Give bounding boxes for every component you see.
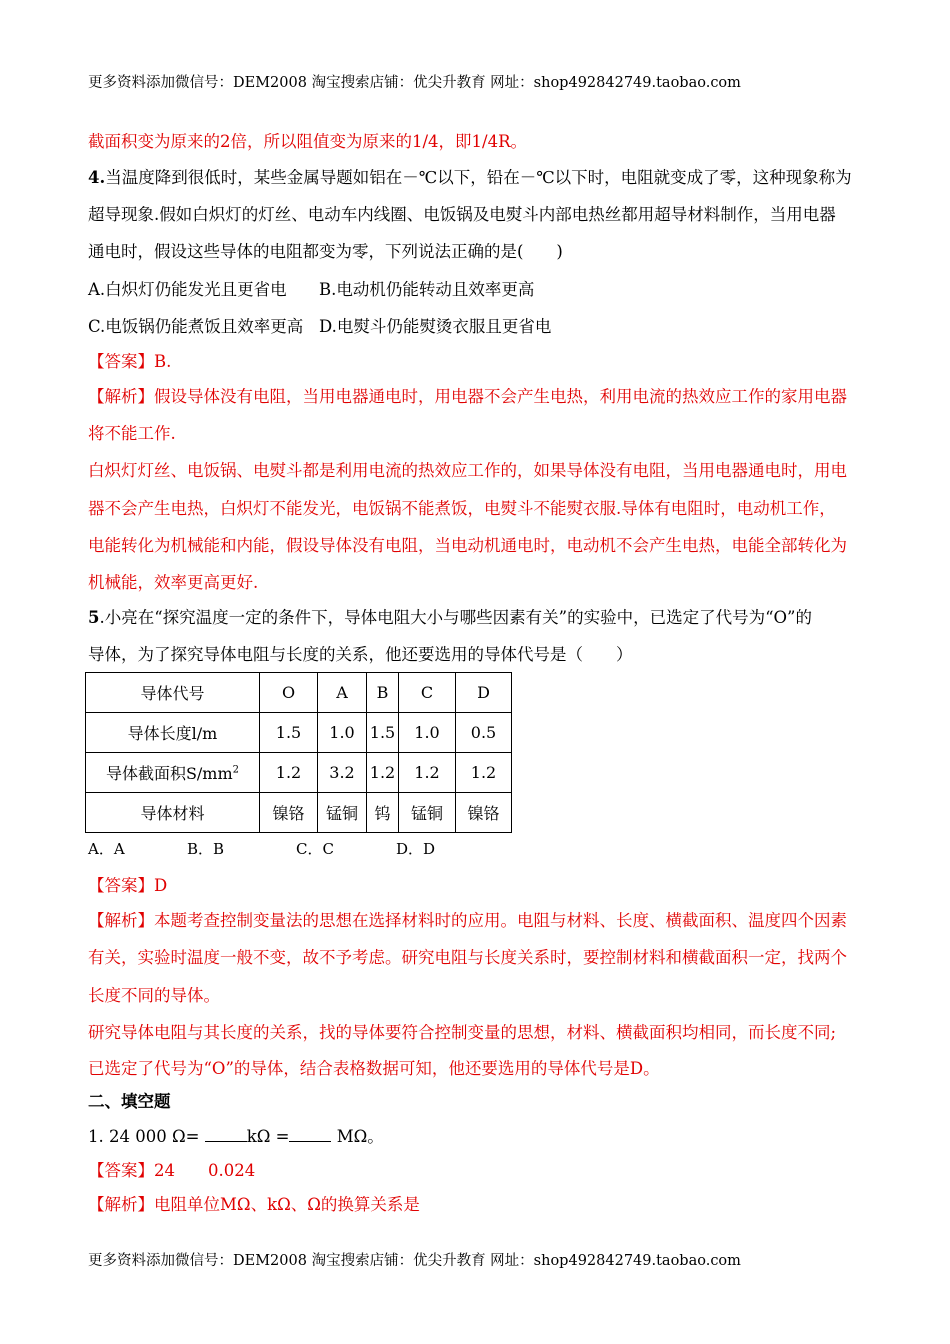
- table-cell: 1.5: [367, 713, 399, 753]
- table-cell: 1.2: [260, 753, 318, 793]
- table-cell: 1.0: [318, 713, 367, 753]
- f1-analysis-1: 【解析】电阻单位MΩ、kΩ、Ω的换算关系是: [88, 1195, 420, 1214]
- q4-line-2: 超导现象.假如白炽灯的灯丝、电动车内线圈、电饭锅及电熨斗内部电热丝都用超导材料制作，当用电器: [88, 205, 836, 224]
- q5-option-c: C．C: [296, 840, 334, 858]
- table-cell: 1.2: [456, 753, 512, 793]
- q5-analysis-2: 有关，实验时温度一般不变，故不予考虑。研究电阻与长度关系时，要控制材料和横截面积一定，找两个: [88, 948, 847, 967]
- analysis-tag: 【解析】: [88, 387, 154, 406]
- q4-analysis-1: 【解析】假设导体没有电阻，当用电器通电时，用电器不会产生电热，利用电流的热效应工作的家用电器: [88, 387, 847, 406]
- table-cell: A: [318, 673, 367, 713]
- q5-option-b: B．B: [187, 840, 225, 858]
- q5-line-1: 5.小亮在“探究温度一定的条件下，导体电阻大小与哪些因素有关”的实验中，已选定了代号为“O”的: [88, 608, 812, 627]
- table-cell: 锰铜: [318, 793, 367, 833]
- q4-line-1: 4.当温度降到很低时，某些金属导题如铝在－℃以下，铅在－℃以下时，电阻就变成了零，这种现象称为: [88, 168, 852, 187]
- conductor-table: [85, 672, 512, 833]
- table-cell: O: [260, 673, 318, 713]
- analysis-tag: 【解析】: [88, 1195, 154, 1214]
- table-cell: D: [456, 673, 512, 713]
- answer-blank: [205, 1127, 247, 1142]
- q4-analysis-5: 电能转化为机械能和内能，假设导体没有电阻，当电动机通电时，电动机不会产生电热，电能全部转化为: [88, 536, 847, 555]
- table-row: [86, 793, 512, 833]
- q4-option-d: D.电熨斗仍能熨烫衣服且更省电: [319, 317, 552, 336]
- table-cell: 3.2: [318, 753, 367, 793]
- table-cell: 1.2: [367, 753, 399, 793]
- q5-analysis-1: 【解析】本题考查控制变量法的思想在选择材料时的应用。电阻与材料、长度、横截面积、温度四个因素: [88, 911, 847, 930]
- q5-option-a: A．A: [88, 840, 125, 858]
- q4-number: 4.: [88, 168, 106, 187]
- table-cell: 1.5: [260, 713, 318, 753]
- q4-analysis-4: 器不会产生电热，白炽灯不能发光，电饭锅不能煮饭，电熨斗不能熨衣服.导体有电阻时，电动机工作，: [88, 499, 836, 518]
- table-cell: 镍铬: [456, 793, 512, 833]
- fill-q1: 1. 24 000 Ω= kΩ = MΩ。: [88, 1127, 384, 1146]
- q5-answer: 【答案】D: [88, 876, 168, 895]
- answer-blank: [289, 1127, 331, 1142]
- table-cell: 导体截面积$S/mm^2$: [86, 753, 260, 793]
- analysis-tag: 【解析】: [88, 911, 154, 930]
- table-cell: B: [367, 673, 399, 713]
- q4-line-3: 通电时，假设这些导体的电阻都变为零，下列说法正确的是( ): [88, 242, 563, 261]
- table-row: [86, 753, 512, 793]
- q5-analysis-4: 研究导体电阻与其长度的关系，找的导体要符合控制变量的思想，材料、横截面积均相同，而长度不同;: [88, 1023, 837, 1042]
- q4-analysis-6: 机械能，效率更高更好.: [88, 573, 259, 592]
- table-header-row: [86, 673, 512, 713]
- table-cell: 钨: [367, 793, 399, 833]
- q4-option-a: A.白炽灯仍能发光且更省电: [88, 280, 287, 299]
- q4-option-b: B.电动机仍能转动且效率更高: [319, 280, 535, 299]
- f1-answer: 【答案】24 0.024: [88, 1161, 256, 1180]
- table-cell: 锰铜: [399, 793, 456, 833]
- q4-analysis-3: 白炽灯灯丝、电饭锅、电熨斗都是利用电流的热效应工作的，如果导体没有电阻，当用电器通电时，用电: [88, 461, 847, 480]
- q4-answer: 【答案】B.: [88, 352, 172, 371]
- table-cell: 镍铬: [260, 793, 318, 833]
- table-cell: 0.5: [456, 713, 512, 753]
- table-cell: 导体材料: [86, 793, 260, 833]
- prev-answer-tail: 截面积变为原来的2倍，所以阻值变为原来的1/4，即1/4R。: [88, 132, 528, 151]
- table-cell: 导体代号: [86, 673, 260, 713]
- q4-analysis-2: 将不能工作.: [88, 424, 176, 443]
- q4-option-c: C.电饭锅仍能煮饭且效率更高: [88, 317, 304, 336]
- q5-number: 5: [88, 608, 100, 627]
- table-cell: 1.2: [399, 753, 456, 793]
- q5-line-2: 导体，为了探究导体电阻与长度的关系，他还要选用的导体代号是（ ）: [88, 645, 633, 664]
- q5-analysis-3: 长度不同的导体。: [88, 986, 220, 1005]
- superscript: 2: [232, 764, 240, 776]
- q5-option-d: D．D: [396, 840, 436, 858]
- page-footer: 更多资料添加微信号：DEM2008 淘宝搜索店铺：优尖升教育 网址：shop492842749.taobao.com: [88, 1253, 741, 1269]
- table-cell: 导体长度l/m: [86, 713, 260, 753]
- table-row: [86, 713, 512, 753]
- table-cell: 1.0: [399, 713, 456, 753]
- table-cell: C: [399, 673, 456, 713]
- section-title: 二、填空题: [88, 1092, 171, 1111]
- page-header: 更多资料添加微信号：DEM2008 淘宝搜索店铺：优尖升教育 网址：shop492842749.taobao.com: [88, 75, 741, 91]
- q5-analysis-5: 已选定了代号为“O”的导体，结合表格数据可知，他还要选用的导体代号是D。: [88, 1059, 660, 1078]
